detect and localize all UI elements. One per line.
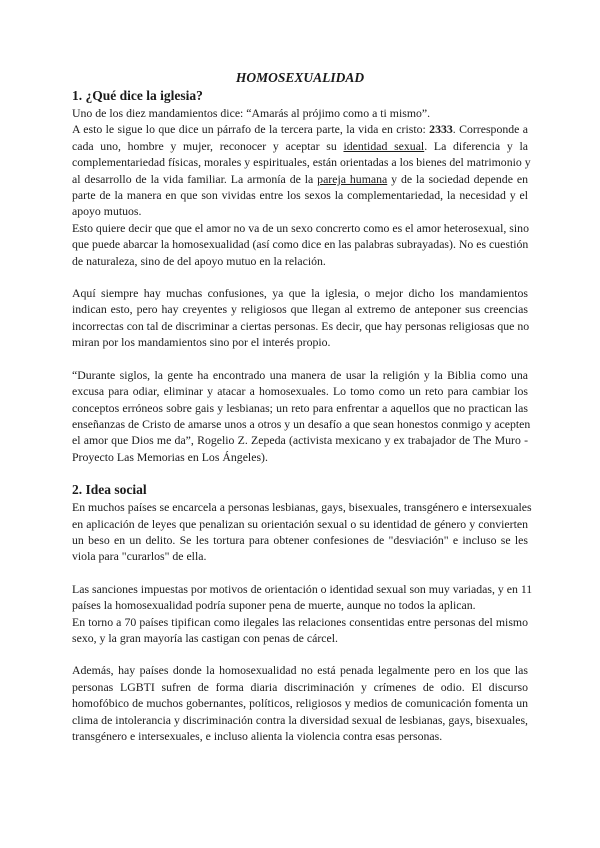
text-segment: al desarrollo de la vida familiar. La armonía de la [72, 171, 318, 186]
text-line [72, 121, 528, 137]
section-heading: 2. Idea social [72, 482, 147, 498]
paragraph-group [72, 499, 532, 565]
text-line: Uno de los diez mandamientos dice: “Amarás al prójimo como a ti mismo”. [72, 106, 431, 120]
text-line: clima de intolerancia y discriminación contra la diversidad sexual de lesbianas, gays, bisexuales, [72, 712, 528, 727]
bold-text: 2333 [429, 122, 453, 137]
text-line: un beso en un delito. Se les tortura para obtener confesiones de "desviación" e incluso se les [72, 532, 528, 547]
paragraph [72, 105, 528, 121]
text-line: excusa para odiar, eliminar y atacar a homosexuales. Lo tomo como un reto para cambiar los [72, 384, 528, 399]
text-line: “Durante siglos, la gente ha encontrado una manera de usar la religión y la Biblia como una [72, 367, 528, 382]
text-segment: . La diferencia y la [424, 138, 528, 153]
paragraph [72, 121, 531, 219]
text-line: En muchos países se encarcela a personas lesbianas, gays, bisexuales, transgénero e intersexuales [72, 500, 532, 515]
text-line: miran por los mandamientos sino por el interés propio. [72, 335, 331, 350]
text-line: sexo, y la gran mayoría las castigan con penas de cárcel. [72, 630, 338, 645]
underlined-text: pareja humana [317, 171, 388, 186]
document-page [72, 69, 533, 760]
document-title: HOMOSEXUALIDAD [235, 70, 365, 85]
paragraph [72, 614, 528, 647]
text-line: complementariedad físicas, morales y espirituales, están orientadas a los bienes del matrimonio y [72, 155, 531, 170]
paragraph-group [72, 105, 531, 269]
paragraph-group [72, 367, 531, 465]
text-line: apoyo mutuos. [72, 204, 142, 219]
text-line: Las sanciones impuestas por motivos de orientación o identidad sexual son muy variadas, y en 11 [72, 581, 533, 596]
paragraph [72, 367, 531, 465]
text-line: Además, hay países donde la homosexualidad no está penada legalmente pero en los que las [72, 663, 528, 678]
text-line: que puede abarcar la homosexualidad (así como dice en las palabras subrayadas). No es cuestión [72, 237, 529, 252]
paragraph [72, 499, 532, 565]
document-body [72, 87, 533, 744]
section-heading: 1. ¿Qué dice la iglesia? [72, 88, 203, 103]
text-line: transgénero e intersexuales, e incluso alienta la violencia contra esas personas. [72, 729, 443, 743]
section-1 [72, 87, 531, 465]
text-line: enseñanzas de Cristo de amarse unos a otros y un desafío a que sean honestos conmigo y acepten [72, 416, 531, 431]
underlined-text: identidad sexual [343, 138, 425, 153]
text-line: viola para "curarlos" de ella. [72, 549, 207, 564]
text-line: personas LGBTI sufren de forma diaria discriminación y crímenes de odio. El discurso [72, 679, 528, 694]
paragraph-group [72, 581, 533, 647]
text-line: Esto quiere decir que que el amor no va de un sexo concrerto como es el amor heterosexual, sino [72, 220, 529, 235]
text-line: Proyecto Las Memorias en Los Ángeles). [72, 449, 268, 464]
paragraph [72, 220, 528, 269]
paragraph [72, 581, 533, 614]
text-line: el amor que Dios me da”, Rogelio Z. Zepeda (activista mexicano y ex trabajador de The Muro - [72, 433, 528, 448]
text-line: indican esto, pero hay creyentes y religiosos que llegan al extremo de anteponer sus creencias [72, 302, 528, 317]
text-line: En torno a 70 países tipifican como ilegales las relaciones consentidas entre personas del mismo [72, 614, 528, 629]
paragraph-group [72, 662, 528, 744]
text-line: de naturaleza, sino de del apoyo mutuo en la relación. [72, 253, 326, 268]
text-segment: . Corresponde a [452, 122, 528, 137]
text-line: países la homosexualidad podría suponer pena de muerte, aunque no todos la aplican. [72, 598, 476, 613]
paragraph [72, 285, 528, 351]
text-segment: A esto le sigue lo que dice un párrafo de la tercera parte, la vida en cristo: [72, 122, 430, 137]
text-line: conceptos erróneos sobre gais y lesbianas; un reto para enfrentar a aquellos que no practican las [72, 400, 528, 415]
text-line [72, 171, 528, 187]
section-2 [72, 481, 533, 744]
text-segment: y de la sociedad depende en [387, 171, 528, 186]
text-segment: cada uno, hombre y mujer, reconocer y aceptar su [72, 138, 344, 153]
text-line [72, 138, 528, 154]
paragraph-group [72, 285, 528, 351]
text-line: homofóbico de muchos gobernantes, políticos, religiosos y medios de comunicación fomenta un [72, 696, 528, 711]
text-line: en aplicación de leyes que penalizan su orientación sexual o su identidad de género y convierten [72, 516, 528, 531]
text-line: parte de la manera en que son vividas entre los sexos la complementariedad, la necesidad y el [72, 188, 528, 203]
text-line: Aquí siempre hay muchas confusiones, ya que la iglesia, o mejor dicho los mandamientos [72, 286, 528, 301]
text-line: incorrectas con tal de discriminar a ciertas personas. Es decir, que hay personas religiosas que no [72, 318, 530, 333]
paragraph [72, 662, 528, 744]
